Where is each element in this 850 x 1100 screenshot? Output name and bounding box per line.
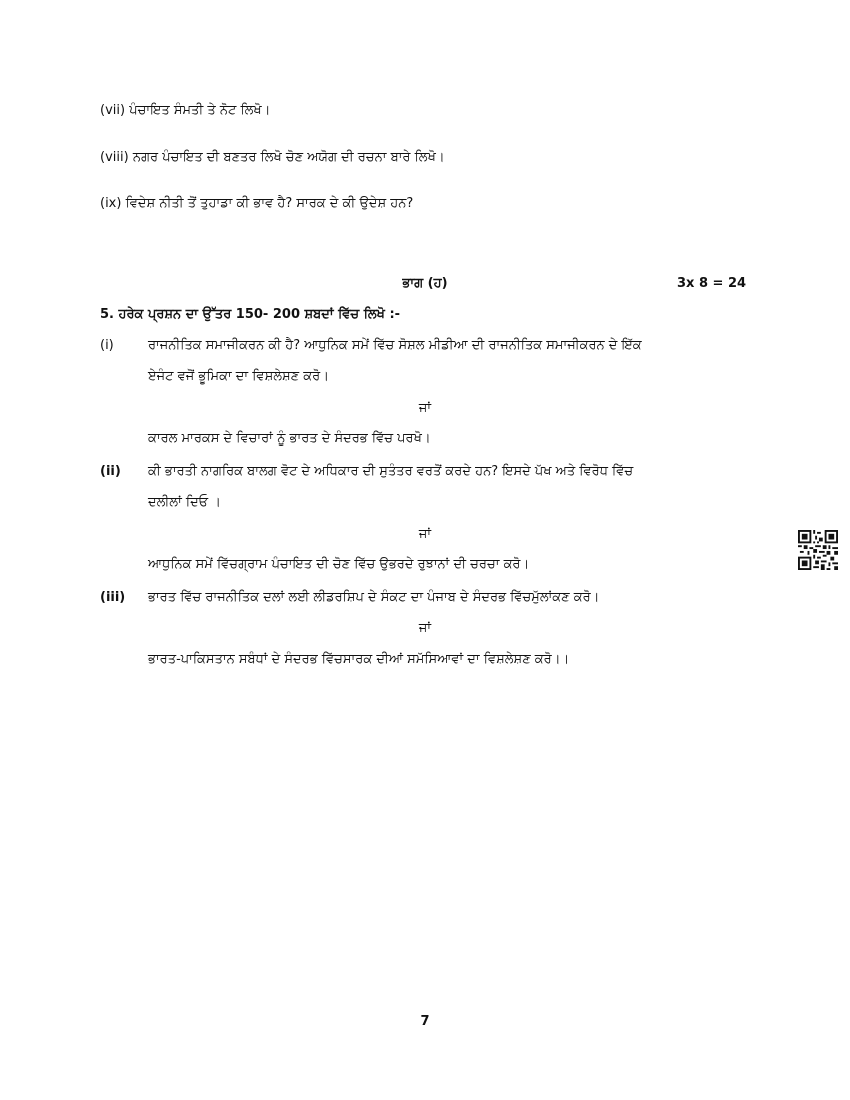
question-number-iii: (iii) bbox=[100, 590, 126, 605]
question-ii-line2: ਦਲੀਲਾਂ ਦਿਓ । bbox=[148, 495, 221, 510]
item-text: ਵਿਦੇਸ਼ ਨੀਤੀ ਤੋਂ ਤੁਹਾਡਾ ਕੀ ਭਾਵ ਹੈ? ਸਾਰਕ ਦੇ ਕੀ ਉਦੇਸ਼ ਹਨ? bbox=[125, 196, 414, 211]
question-number-i: (i) bbox=[100, 338, 114, 353]
question-i-line2: ਏਜੰਟ ਵਜੋਂ ਭੂਮਿਕਾ ਦਾ ਵਿਸ਼ਲੇਸ਼ਣ ਕਰੋ। bbox=[148, 369, 329, 384]
item-number: (ix) bbox=[100, 196, 122, 211]
item-text: ਨਗਰ ਪੰਚਾਇਤ ਦੀ ਬਣਤਰ ਲਿਖੋ ਚੋਣ ਅਯੋਗ ਦੀ ਰਚਨਾ ਬਾਰੇ ਲਿਖੋ। bbox=[132, 150, 445, 165]
section-instruction: 5. ਹਰੇਕ ਪ੍ਰਸ਼ਨ ਦਾ ਉੱਤਰ 150- 200 ਸ਼ਬਦਾਂ ਵਿੱਚ ਲਿਖੋ :- bbox=[100, 307, 401, 322]
prev-item-vii bbox=[100, 102, 270, 120]
question-number-ii: (ii) bbox=[100, 464, 121, 479]
page-number: 7 bbox=[420, 1014, 430, 1029]
question-i-alternative: ਕਾਰਲ ਮਾਰਕਸ ਦੇ ਵਿਚਾਰਾਂ ਨੂੰ ਭਾਰਤ ਦੇ ਸੰਦਰਭ ਵਿੱਚ ਪਰਖੋ। bbox=[148, 431, 431, 446]
prev-item-viii bbox=[100, 149, 445, 167]
question-i-line1: ਰਾਜਨੀਤਿਕ ਸਮਾਜੀਕਰਨ ਕੀ ਹੈ? ਆਧੁਨਿਕ ਸਮੇਂ ਵਿੱਚ ਸੋਸ਼ਲ ਮੀਡੀਆ ਦੀ ਰਾਜਨੀਤਿਕ ਸਮਾਜੀਕਰਨ ਦੇ ਇੱਕ bbox=[148, 338, 642, 353]
or-divider-i: ਜਾਂ bbox=[418, 401, 432, 416]
or-divider-iii: ਜਾਂ bbox=[418, 621, 432, 636]
qr-code-icon bbox=[798, 530, 838, 570]
question-ii-line1: ਕੀ ਭਾਰਤੀ ਨਾਗਰਿਕ ਬਾਲਗ ਵੋਟ ਦੇ ਅਧਿਕਾਰ ਦੀ ਸੁਤੰਤਰ ਵਰਤੋਂ ਕਰਦੇ ਹਨ? ਇਸਦੇ ਪੱਖ ਅਤੇ ਵਿਰੋਧ ਵਿੱਚ bbox=[148, 464, 634, 479]
section-title: ਭਾਗ (ਹ) bbox=[402, 276, 448, 291]
item-text: ਪੰਚਾਇਤ ਸੰਮਤੀ ਤੇ ਨੋਟ ਲਿਖੋ। bbox=[129, 103, 271, 118]
question-iii-alternative: ਭਾਰਤ-ਪਾਕਿਸਤਾਨ ਸਬੰਧਾਂ ਦੇ ਸੰਦਰਭ ਵਿੱਚਸਾਰਕ ਦੀਆਂ ਸਮੱਸਿਆਵਾਂ ਦਾ ਵਿਸ਼ਲੇਸ਼ਣ ਕਰੋ।। bbox=[148, 652, 570, 667]
question-iii-line1: ਭਾਰਤ ਵਿੱਚ ਰਾਜਨੀਤਿਕ ਦਲਾਂ ਲਈ ਲੀਡਰਸ਼ਿਪ ਦੇ ਸੰਕਟ ਦਾ ਪੰਜਾਬ ਦੇ ਸੰਦਰਭ ਵਿੱਚਮੁੱਲਾਂਕਣ ਕਰੋ। bbox=[148, 590, 600, 605]
or-divider-ii: ਜਾਂ bbox=[418, 527, 432, 542]
question-ii-alternative: ਆਧੁਨਿਕ ਸਮੇਂ ਵਿੱਚਗ੍ਰਾਮ ਪੰਚਾਇਤ ਦੀ ਚੋਣ ਵਿੱਚ ਉਭਰਦੇ ਰੁਝਾਨਾਂ ਦੀ ਚਰਚਾ ਕਰੋ। bbox=[148, 557, 530, 572]
item-number: (viii) bbox=[100, 150, 129, 165]
section-marks: 3x 8 = 24 bbox=[677, 276, 747, 291]
prev-item-ix bbox=[100, 195, 413, 213]
item-number: (vii) bbox=[100, 103, 126, 118]
